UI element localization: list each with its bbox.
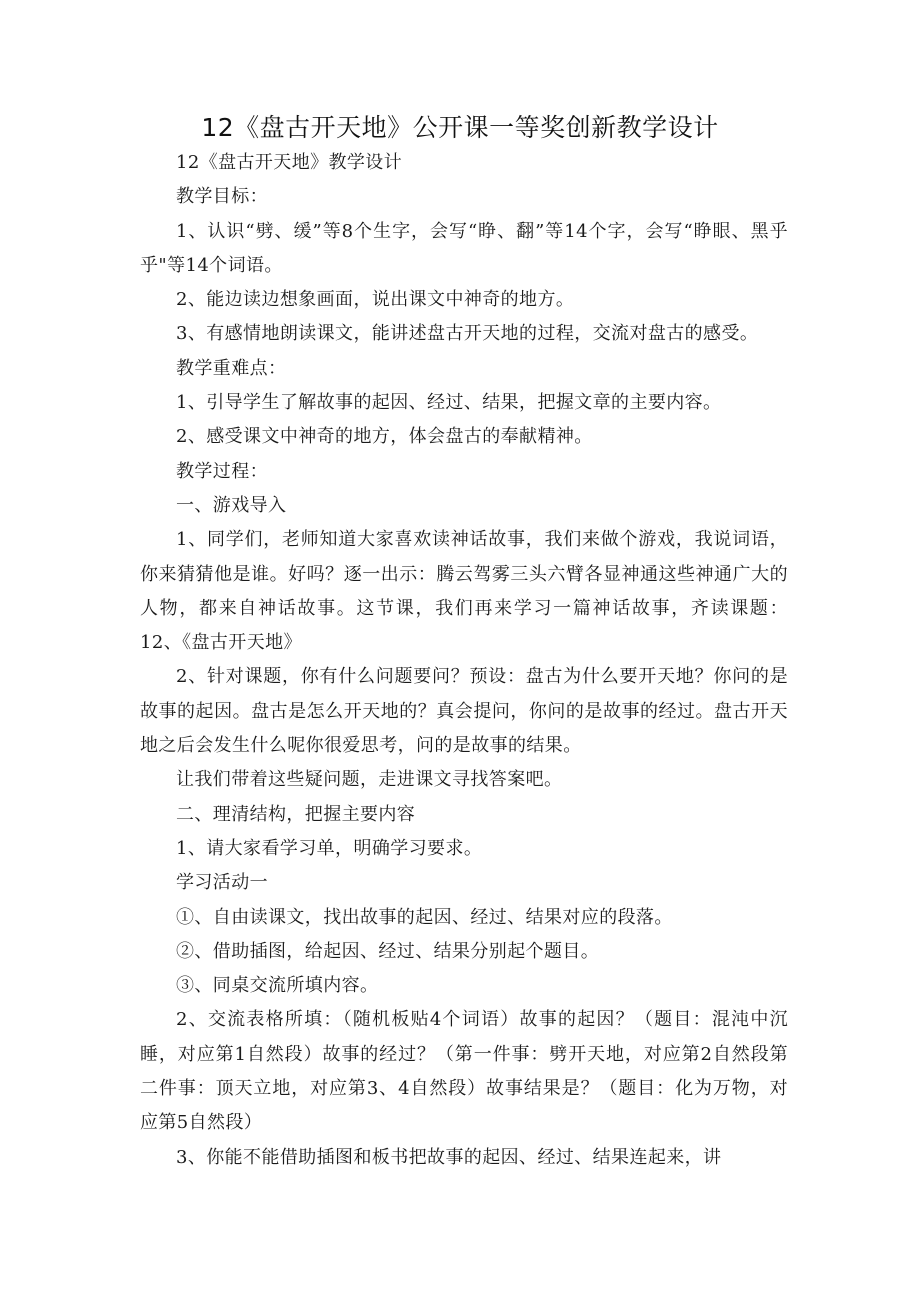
paragraph-section-2-heading: 二、理清结构，把握主要内容 xyxy=(176,803,416,825)
paragraph-section-2-step-3: 3、你能不能借助插图和板书把故事的起因、经过、结果连起来，讲 xyxy=(176,1146,722,1168)
paragraph-section-1-heading: 一、游戏导入 xyxy=(176,494,287,516)
document-title: 12《盘古开天地》公开课一等奖创新教学设计 xyxy=(201,113,719,142)
paragraph-key-point-1: 1、引导学生了解故事的起因、经过、结果，把握文章的主要内容。 xyxy=(176,392,722,414)
paragraph-subtitle: 12《盘古开天地》教学设计 xyxy=(176,152,403,173)
paragraph-section-2-step-2: 2、交流表格所填：（随机板贴4个词语）故事的起因？（题目：混沌中沉睡，对应第1自然段）故事的经过？（第一件事：劈开天地，对应第2自然段第二件事：顶天立地，对应第3、4自然段）故事结果是？（题目：化为万物，对应第5自然段） xyxy=(140,1009,788,1134)
paragraph-key-points-heading: 教学重难点： xyxy=(176,357,287,379)
paragraph-process-heading: 教学过程： xyxy=(176,460,268,482)
paragraph-section-1-step-1: 1、同学们，老师知道大家喜欢读神话故事，我们来做个游戏，我说词语，你来猜猜他是谁。好吗？逐一出示：腾云驾雾三头六臂各显神通这些神通广大的人物，都来自神话故事。这节课，我们再来学习一篇神话故事，齐读课题：12、《盘古开天地》 xyxy=(140,529,788,654)
paragraph-goal-1: 1、认识“劈、缓”等8个生字，会写“睁、翻”等14个字，会写“睁眼、黑乎乎"等14个词语。 xyxy=(140,220,788,276)
paragraph-section-1-step-2: 2、针对课题，你有什么问题要问？预设：盘古为什么要开天地？你问的是故事的起因。盘古是怎么开天地的？真会提问，你问的是故事的经过。盘古开天地之后会发生什么呢你很爱思考，问的是故事的结果。 xyxy=(140,666,788,757)
paragraph-goals-heading: 教学目标： xyxy=(176,186,268,208)
paragraph-goal-2: 2、能边读边想象画面，说出课文中神奇的地方。 xyxy=(176,289,575,311)
paragraph-activity-item-1: ①、自由读课文，找出故事的起因、经过、结果对应的段落。 xyxy=(176,906,673,928)
document-body xyxy=(140,146,788,1175)
paragraph-key-point-2: 2、感受课文中神奇的地方，体会盘古的奉献精神。 xyxy=(176,426,593,448)
paragraph-transition: 让我们带着这些疑问题，走进课文寻找答案吧。 xyxy=(176,769,563,791)
paragraph-activity-item-2: ②、借助插图，给起因、经过、结果分别起个题目。 xyxy=(176,940,600,962)
paragraph-activity-heading: 学习活动一 xyxy=(176,872,268,894)
paragraph-activity-item-3: ③、同桌交流所填内容。 xyxy=(176,975,379,997)
paragraph-goal-3: 3、有感情地朗读课文，能讲述盘古开天地的过程，交流对盘古的感受。 xyxy=(176,323,759,345)
paragraph-section-2-step-1: 1、请大家看学习单，明确学习要求。 xyxy=(176,837,483,859)
